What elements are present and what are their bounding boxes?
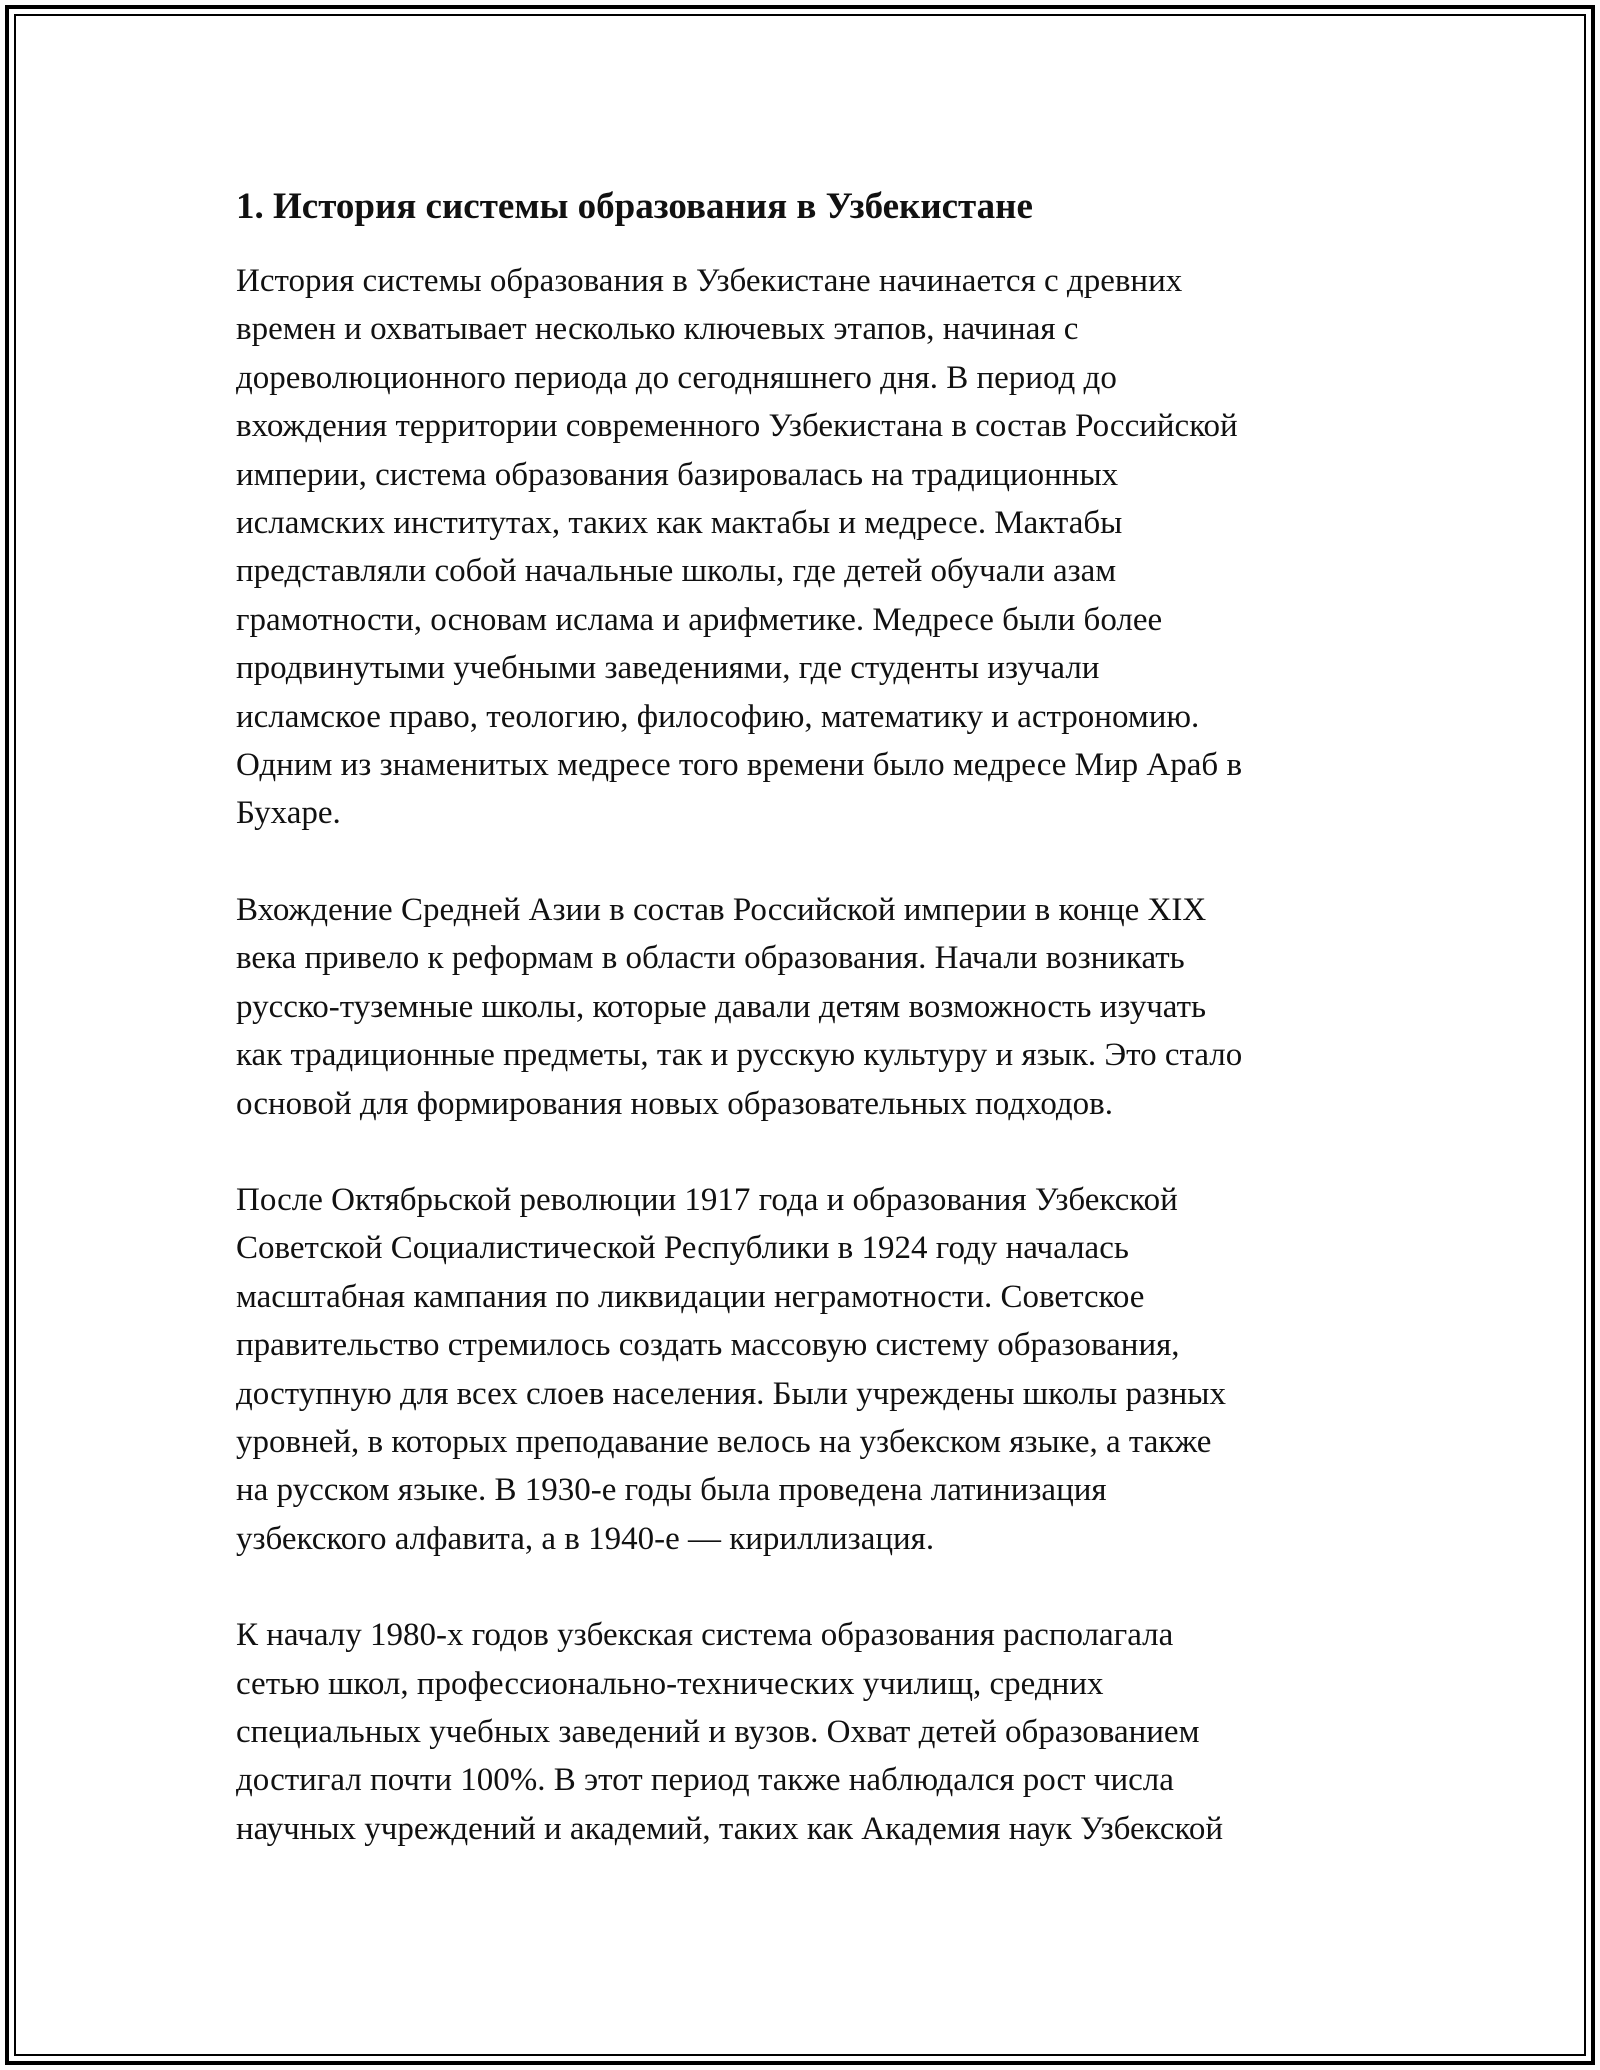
text-line: узбекского алфавита, а в 1940-е — кириллизация.	[236, 1520, 935, 1557]
text-line: продвинутыми учебными заведениями, где студенты изучали	[236, 650, 1100, 687]
text-line: Одним из знаменитых медресе того времени было медресе Мир Араб в	[236, 747, 1243, 784]
text-line: представляли собой начальные школы, где детей обучали азам	[236, 553, 1117, 590]
text-line: правительство стремилось создать массовую систему образования,	[236, 1327, 1180, 1364]
text-line: К началу 1980-х годов узбекская система образования располагала	[236, 1617, 1174, 1654]
text-line: достигал почти 100%. В этот период также наблюдался рост числа	[236, 1762, 1174, 1799]
text-line: специальных учебных заведений и вузов. Охват детей образованием	[236, 1713, 1200, 1750]
paragraph-3	[236, 1176, 1366, 1563]
text-line: доступную для всех слоев населения. Были учреждены школы разных	[236, 1375, 1226, 1412]
text-line: вхождения территории современного Узбекистана в состав Российской	[236, 408, 1238, 445]
text-line: грамотности, основам ислама и арифметике. Медресе были более	[236, 601, 1163, 638]
text-line: Бухаре.	[236, 795, 341, 832]
text-line: на русском языке. В 1930-е годы была проведена латинизация	[236, 1472, 1107, 1509]
paragraph-4	[236, 1611, 1366, 1853]
text-line: Советской Социалистической Республики в 1924 году началась	[236, 1230, 1129, 1267]
section-heading: 1. История системы образования в Узбекистане	[236, 186, 1033, 227]
text-line: века привело к реформам в области образования. Начали возникать	[236, 940, 1185, 977]
document-body	[236, 185, 1366, 1901]
text-line: исламское право, теологию, философию, математику и астрономию.	[236, 698, 1200, 735]
paragraph-2	[236, 886, 1366, 1128]
text-line: сетью школ, профессионально-технических училищ, средних	[236, 1665, 1104, 1702]
text-line: научных учреждений и академий, таких как Академия наук Узбекской	[236, 1810, 1223, 1847]
text-line: Вхождение Средней Азии в состав Российской империи в конце XIX	[236, 891, 1207, 928]
text-line: времен и охватывает несколько ключевых этапов, начиная с	[236, 311, 1079, 348]
text-line: империи, система образования базировалась на традиционных	[236, 456, 1119, 493]
text-line: уровней, в которых преподавание велось на узбекском языке, а также	[236, 1423, 1212, 1460]
text-line: как традиционные предметы, так и русскую культуру и язык. Это стало	[236, 1037, 1243, 1074]
text-line: основой для формирования новых образовательных подходов.	[236, 1085, 1114, 1122]
paragraph-1	[236, 257, 1366, 838]
text-line: русско-туземные школы, которые давали детям возможность изучать	[236, 988, 1207, 1025]
text-line: исламских институтах, таких как мактабы и медресе. Мактабы	[236, 505, 1123, 542]
text-line: После Октябрьской революции 1917 года и образования Узбекской	[236, 1181, 1178, 1218]
text-line: дореволюционного периода до сегодняшнего дня. В период до	[236, 359, 1117, 396]
text-line: масштабная кампания по ликвидации неграмотности. Советское	[236, 1278, 1145, 1315]
text-line: История системы образования в Узбекистане начинается с древних	[236, 263, 1183, 299]
